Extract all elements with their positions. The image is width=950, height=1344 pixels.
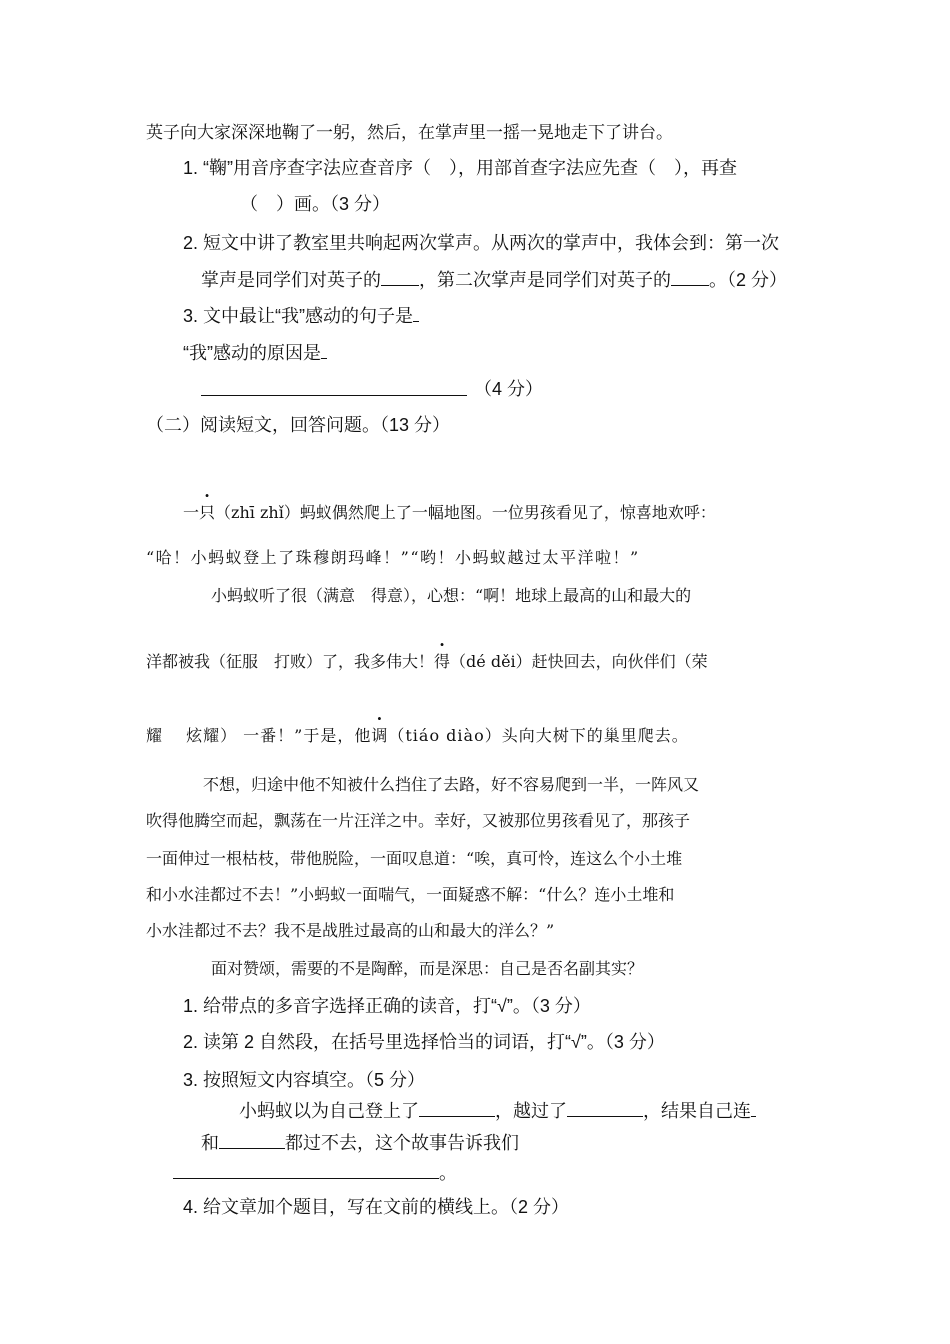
- story-paragraph-3-line-2: 吹得他腾空而起，飘荡在一片汪洋之中。幸好，又被那位男孩看见了，那孩子: [146, 811, 691, 830]
- story-paragraph-4: 面对赞颂，需要的不是陶醉，而是深思：自己是否名副其实？: [211, 959, 644, 978]
- answer-line-reason[interactable]: [201, 395, 467, 396]
- story-paragraph-3-line-5: 小水洼都过不去？我不是战胜过最高的山和最大的洋么？”: [146, 921, 555, 940]
- text-segment: 耀 炫耀） 一番！”于是，他: [146, 726, 372, 745]
- answer-blank-second-applause[interactable]: [671, 266, 709, 286]
- story-paragraph-1-line-2: “哈！小蚂蚁登上了珠穆朗玛峰！”“哟！小蚂蚁越过太平洋啦！”: [146, 548, 640, 567]
- answer-line-lesson[interactable]: [173, 1178, 439, 1179]
- text-segment: 小蚂蚁以为自己登上了: [239, 1101, 419, 1121]
- story-paragraph-2-line-1: 小蚂蚁听了很（满意 得意），心想：“啊！地球上最高的山和最大的: [211, 586, 692, 605]
- dotted-character-de: 得: [434, 652, 451, 671]
- question-2-text-a: 掌声是同学们对英子的: [201, 270, 381, 290]
- text-segment: （tiáo diào）头向大树下的巢里爬去。: [388, 726, 689, 745]
- question-3-line-1: [183, 302, 419, 328]
- story-paragraph-3-line-3: 一面伸过一根枯枝，带他脱险，一面叹息道：“唉，真可怜，连这么个小土堆: [146, 849, 683, 868]
- question-3-reason-text: “我”感动的原因是: [183, 343, 321, 363]
- text-segment: （dé děi）赶快回去，向伙伴们（荣: [450, 652, 708, 671]
- passage-closing-line: 英子向大家深深地鞠了一躬，然后，在掌声里一摇一晃地走下了讲台。: [146, 123, 673, 143]
- dotted-character-zhi: 只: [199, 503, 216, 522]
- question-2-text-b: ，第二次掌声是同学们对英子的: [419, 270, 671, 290]
- question-3-text: 3. 文中最让“我”感动的句子是: [183, 306, 413, 326]
- question-2-line-2: [201, 266, 787, 292]
- answer-blank-first-applause[interactable]: [381, 266, 419, 286]
- section-2-heading: （二）阅读短文，回答问题。（13 分）: [146, 415, 451, 435]
- question-2-line-1: 2. 短文中讲了教室里共响起两次掌声。从两次的掌声中，我体会到：第一次: [183, 233, 780, 253]
- story-paragraph-3-line-4: 和小水洼都过不去！”小蚂蚁一面喘气，一面疑惑不解：“什么？连小土堆和: [146, 885, 675, 904]
- question-3-line-2: [183, 339, 327, 365]
- text-segment: ，结果自己连: [643, 1101, 751, 1121]
- answer-blank-ocean[interactable]: [567, 1097, 643, 1117]
- part2-question-3-line-1: [239, 1097, 756, 1123]
- part2-question-3: 3. 按照短文内容填空。（5 分）: [183, 1070, 426, 1090]
- text-segment: （zhī zhǐ）蚂蚁偶然爬上了一幅地图。一位男孩看见了，惊喜地欢呼：: [215, 503, 716, 522]
- part2-question-1: 1. 给带点的多音字选择正确的读音，打“√”。（3 分）: [183, 996, 591, 1016]
- part2-question-3-line-2: [201, 1129, 519, 1155]
- text-segment: 一: [183, 503, 200, 522]
- part2-question-2: 2. 读第 2 自然段，在括号里选择恰当的词语，打“√”。（3 分）: [183, 1032, 665, 1052]
- answer-blank-mountain[interactable]: [419, 1097, 495, 1117]
- text-segment: 都过不去，这个故事告诉我们: [285, 1133, 519, 1153]
- question-1-line-2: （ ）画。（3 分）: [240, 194, 391, 214]
- story-paragraph-2-line-3: [146, 723, 689, 746]
- question-3-score: （4 分）: [474, 379, 544, 399]
- story-paragraph-1-line-1: [183, 500, 716, 523]
- text-segment: 洋都被我（征服 打败）了，我多伟大！: [146, 652, 435, 671]
- question-1-line-1: 1. “鞠”用音序查字法应查音序（ ），用部首查字法应先查（ ），再查: [183, 158, 737, 178]
- answer-blank-reason[interactable]: [321, 339, 327, 359]
- answer-blank-tail[interactable]: [751, 1097, 756, 1117]
- answer-blank-mound[interactable]: [219, 1129, 285, 1149]
- dotted-character-tiao: 调: [371, 726, 389, 745]
- part2-question-3-end: 。: [439, 1163, 457, 1183]
- text-segment: 和: [201, 1133, 219, 1153]
- part2-question-4: 4. 给文章加个题目，写在文前的横线上。（2 分）: [183, 1197, 570, 1217]
- story-paragraph-2-line-2: [146, 649, 708, 672]
- text-segment: ，越过了: [495, 1101, 567, 1121]
- answer-blank-sentence[interactable]: [413, 302, 419, 322]
- question-2-text-c: 。（2 分）: [709, 270, 788, 290]
- story-paragraph-3-line-1: 不想，归途中他不知被什么挡住了去路，好不容易爬到一半，一阵风又: [203, 775, 700, 794]
